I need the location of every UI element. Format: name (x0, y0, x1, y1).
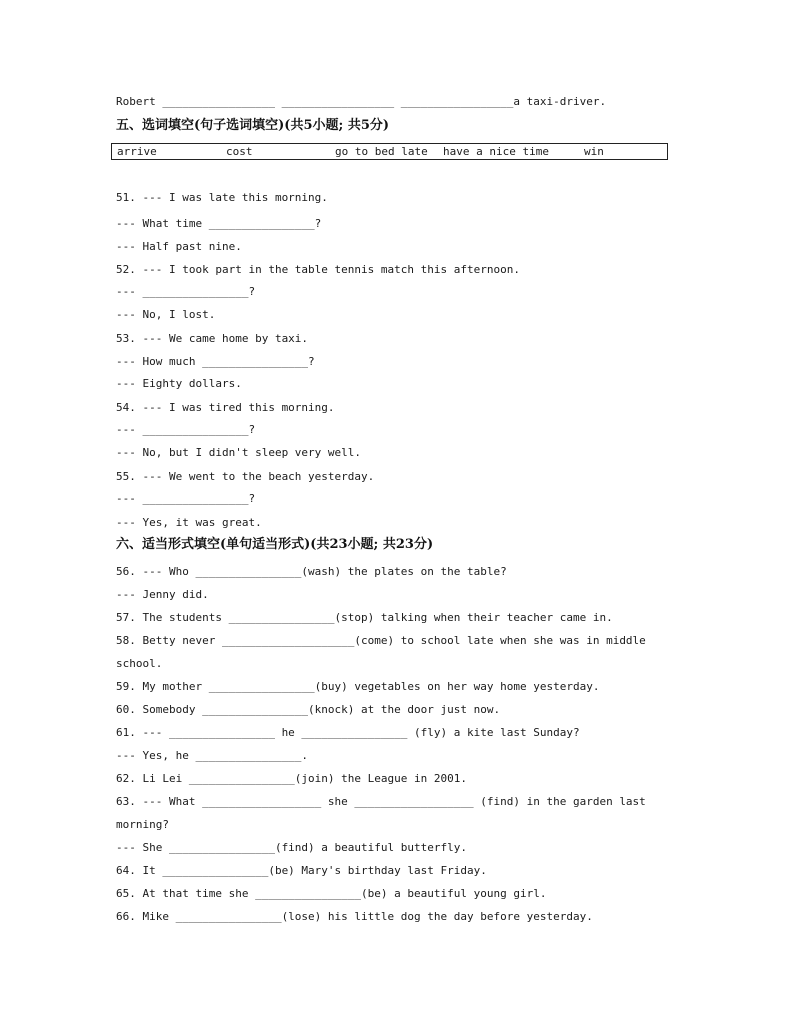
question-line: 61. --- ________________ he ________________ (fly) a kite last Sunday? (116, 726, 580, 739)
word-bank-option: go to bed late (335, 145, 428, 158)
question-line: 60. Somebody ________________(knock) at the door just now. (116, 703, 501, 716)
question-line: --- What time ________________? (116, 217, 322, 230)
word-bank-option: arrive (117, 145, 157, 158)
question-line: 62. Li Lei ________________(join) the League in 2001. (116, 772, 467, 785)
question-line: --- Yes, he ________________. (116, 749, 309, 762)
question-line: 59. My mother ________________(buy) vegetables on her way home yesterday. (116, 680, 600, 693)
section5-heading: 五、选词填空(句子选词填空)(共5小题; 共5分) (116, 118, 390, 133)
question-line: 64. It ________________(be) Mary's birthday last Friday. (116, 864, 487, 877)
question-line: 65. At that time she ________________(be) a beautiful young girl. (116, 887, 547, 900)
question-line: 58. Betty never ____________________(come) to school late when she was in middle (116, 634, 646, 647)
question-line: 57. The students ________________(stop) talking when their teacher came in. (116, 611, 613, 624)
question-line: 52. --- I took part in the table tennis match this afternoon. (116, 263, 520, 276)
question-line: morning? (116, 818, 169, 831)
question-line: 53. --- We came home by taxi. (116, 332, 309, 345)
word-bank-option: win (584, 145, 604, 158)
question-line: --- No, I lost. (116, 308, 216, 321)
question-line: 54. --- I was tired this morning. (116, 401, 335, 414)
question-line: 56. --- Who ________________(wash) the plates on the table? (116, 565, 507, 578)
question-line: 51. --- I was late this morning. (116, 191, 328, 204)
question-line: --- She ________________(find) a beautiful butterfly. (116, 841, 467, 854)
question-line: --- ________________? (116, 492, 256, 505)
section6-heading: 六、适当形式填空(单句适当形式)(共23小题; 共23分) (116, 537, 434, 552)
question-line: 66. Mike ________________(lose) his little dog the day before yesterday. (116, 910, 593, 923)
question-line: --- No, but I didn't sleep very well. (116, 446, 362, 459)
word-bank-option: have a nice time (443, 145, 549, 158)
question-line: school. (116, 657, 163, 670)
word-bank-option: cost (226, 145, 253, 158)
question-line: --- ________________? (116, 423, 256, 436)
question-line: 63. --- What __________________ she __________________ (find) in the garden last (116, 795, 646, 808)
question-line: --- How much ________________? (116, 355, 315, 368)
question-line: --- Eighty dollars. (116, 377, 242, 390)
question-line: --- Jenny did. (116, 588, 209, 601)
question-line: --- Yes, it was great. (116, 516, 262, 529)
robert-line: Robert _________________ _________________ _________________a taxi-driver. (116, 95, 607, 108)
question-line: --- ________________? (116, 285, 256, 298)
word-bank-box (111, 143, 668, 160)
question-line: --- Half past nine. (116, 240, 242, 253)
question-line: 55. --- We went to the beach yesterday. (116, 470, 375, 483)
